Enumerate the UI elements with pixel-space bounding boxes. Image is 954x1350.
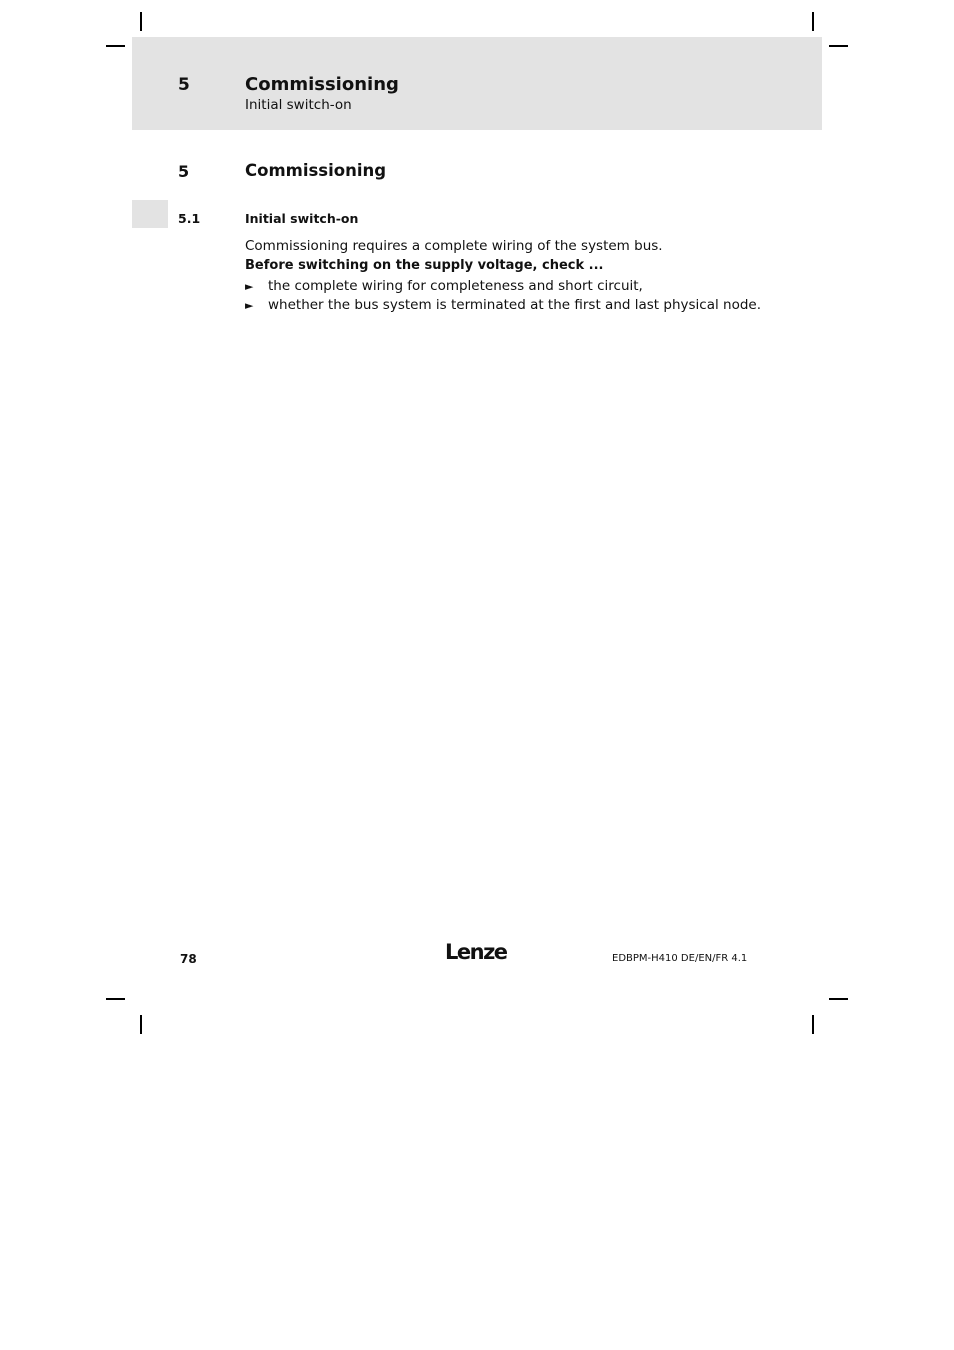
crop-mark-bottom-left-vertical	[140, 1015, 142, 1034]
crop-mark-top-right-horizontal	[829, 45, 848, 47]
header-chapter-title: Commissioning	[245, 74, 399, 95]
section-title: Commissioning	[245, 161, 387, 180]
page-number: 78	[180, 952, 197, 966]
header-subtitle: Initial switch-on	[245, 97, 352, 113]
crop-mark-top-right-vertical	[812, 12, 814, 31]
bullet-arrow-icon: ►	[245, 299, 254, 312]
subsection-title: Initial switch-on	[245, 211, 359, 226]
crop-mark-top-left-horizontal	[106, 45, 125, 47]
header-band	[132, 37, 822, 130]
check-heading: Before switching on the supply voltage, check ...	[245, 258, 604, 273]
list-item	[245, 278, 643, 294]
header-chapter-number: 5	[178, 75, 190, 95]
lenze-logo: Lenze	[445, 940, 507, 964]
list-item-text: whether the bus system is terminated at the first and last physical node.	[268, 297, 761, 313]
crop-mark-bottom-right-horizontal	[829, 998, 848, 1000]
list-item	[245, 297, 761, 313]
document-code: EDBPM-H410 DE/EN/FR 4.1	[612, 953, 748, 964]
crop-mark-bottom-left-horizontal	[106, 998, 125, 1000]
crop-mark-bottom-right-vertical	[812, 1015, 814, 1034]
chapter-tab-marker	[132, 200, 168, 228]
intro-paragraph: Commissioning requires a complete wiring of the system bus.	[245, 238, 663, 254]
bullet-arrow-icon: ►	[245, 280, 254, 293]
section-number: 5	[178, 162, 190, 181]
subsection-number: 5.1	[178, 211, 201, 226]
list-item-text: the complete wiring for completeness and short circuit,	[268, 278, 643, 294]
crop-mark-top-left-vertical	[140, 12, 142, 31]
